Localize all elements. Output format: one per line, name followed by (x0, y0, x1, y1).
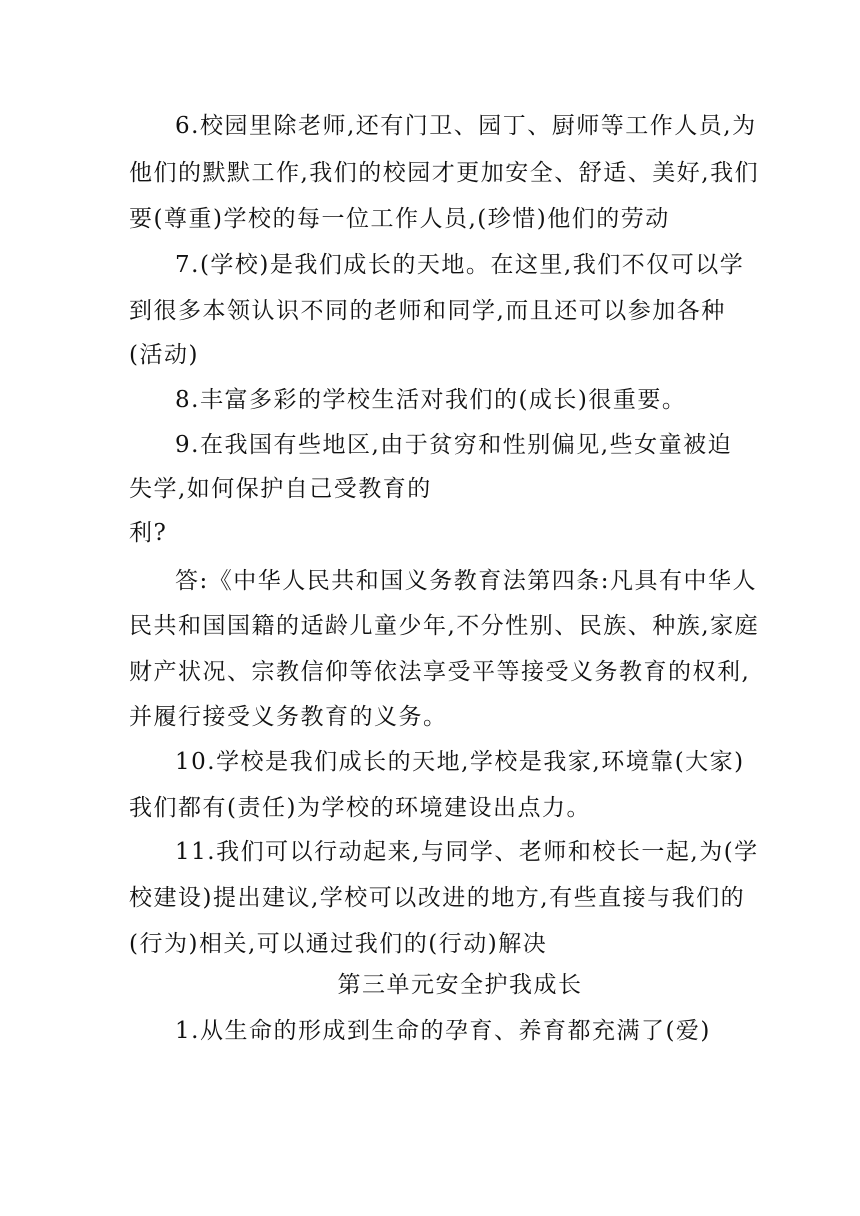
text-line: 8.丰富多彩的学校生活对我们的(成长)很重要。 (175, 387, 687, 413)
text-line: 失学,如何保护自己受教育的 (129, 476, 432, 502)
text-line: 他们的默默工作,我们的校园才更加安全、舒适、美好,我们 (129, 160, 760, 186)
text-line: 9.在我国有些地区,由于贫穷和性别偏见,些女童被迫 (175, 432, 733, 458)
text-line: 到很多本领认识不同的老师和同学,而且还可以参加各种 (129, 298, 726, 324)
text-line: (活动) (129, 342, 199, 368)
text-line: 民共和国国籍的适龄儿童少年,不分性别、民族、种族,家庭 (129, 613, 760, 639)
text-line: 要(尊重)学校的每一位工作人员,(珍惜)他们的劳动 (129, 206, 670, 232)
text-line: 并履行接受义务教育的义务。 (129, 704, 448, 730)
section-heading: 第三单元安全护我成长 (337, 972, 583, 998)
text-line: 7.(学校)是我们成长的天地。在这里,我们不仅可以学 (175, 252, 745, 278)
text-line: 答:《中华人民共和国义务教育法第四条:凡具有中华人 (175, 568, 757, 594)
text-line: (行为)相关,可以通过我们的(行动)解决 (129, 931, 548, 957)
text-line: 6.校园里除老师,还有门卫、园丁、厨师等工作人员,为 (175, 113, 757, 139)
text-line: 校建设)提出建议,学校可以改进的地方,有些直接与我们的 (129, 885, 746, 911)
text-line: 11.我们可以行动起来,与同学、老师和校长一起,为(学 (175, 839, 759, 865)
text-line: 1.从生命的形成到生命的孕育、养育都充满了(爱) (175, 1018, 711, 1044)
text-line: 利? (129, 520, 168, 546)
text-line: 10.学校是我们成长的天地,学校是我家,环境靠(大家) (175, 749, 745, 775)
text-line: 财产状况、宗教信仰等依法享受平等接受义务教育的权利, (129, 659, 751, 685)
text-line: 我们都有(责任)为学校的环境建设出点力。 (129, 795, 591, 821)
